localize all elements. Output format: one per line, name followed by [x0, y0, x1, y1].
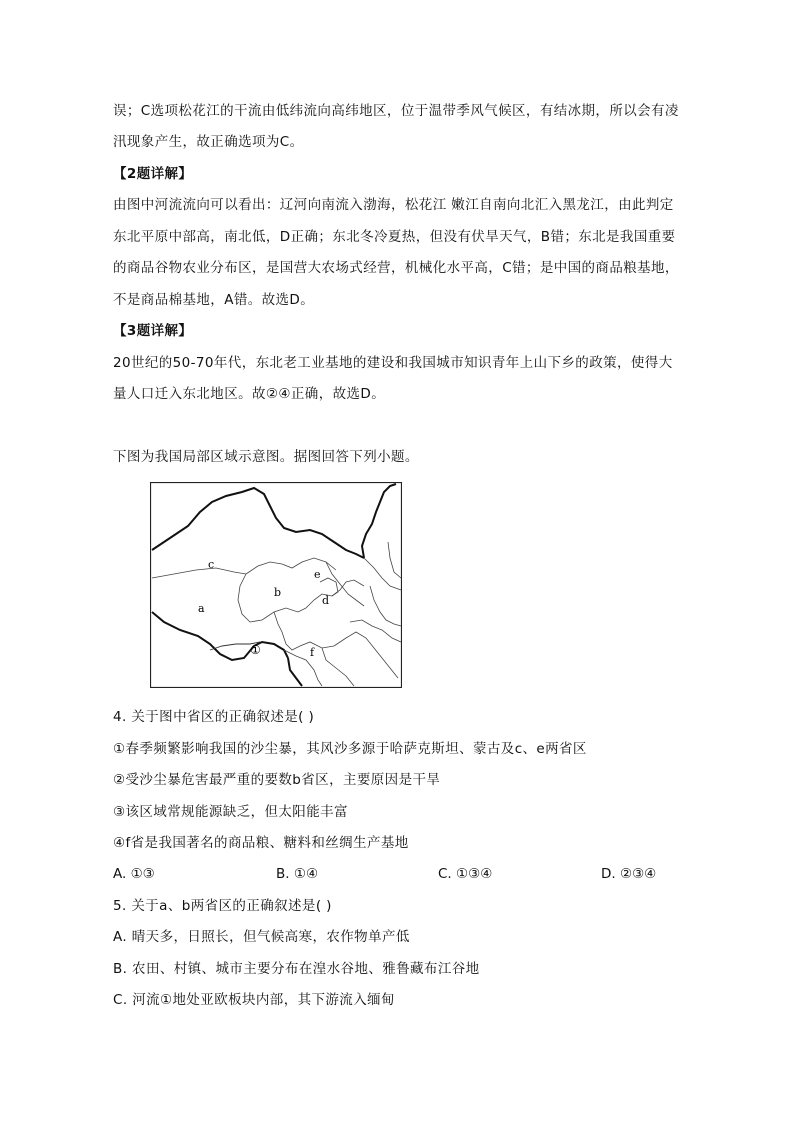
intro-line: 下图为我国局部区域示意图。据图回答下列小题。 [113, 449, 419, 465]
question-4-item: ④f省是我国著名的商品粮、糖料和丝绸生产基地 [113, 835, 409, 851]
text-line: 汛现象产生，故正确选项为C。 [113, 134, 304, 150]
question-4-stem: 4. 关于图中省区的正确叙述是( ) [113, 709, 315, 725]
label-river: ① [250, 643, 261, 657]
region-map [150, 482, 402, 688]
question-4-option-d: D. ②③④ [601, 866, 657, 882]
map-frame [151, 483, 402, 688]
label-a: a [198, 602, 205, 615]
text-line: 20世纪的50-70年代，东北老工业基地的建设和我国城市知识青年上山下乡的政策，使得大 [113, 355, 673, 371]
label-b: b [274, 586, 282, 599]
question-5-option-c: C. 河流①地处亚欧板块内部，其下游流入缅甸 [113, 992, 395, 1008]
question-4-option-b: B. ①④ [276, 866, 319, 882]
question-4-option-a: A. ①③ [113, 866, 155, 882]
text-line: 不是商品棉基地，A错。故选D。 [113, 292, 315, 308]
question-5-option-b: B. 农田、村镇、城市主要分布在湟水谷地、雅鲁藏布江谷地 [113, 961, 480, 977]
text-line: 东北平原中部高，南北低，D正确；东北冬冷夏热，但没有伏旱天气，B错；东北是我国重要 [113, 229, 676, 245]
question-5-option-a: A. 晴天多，日照长，但气候高寒，农作物单产低 [113, 929, 410, 945]
text-line: 由图中河流流向可以看出：辽河向南流入渤海，松花江 嫩江自南向北汇入黑龙江，由此判定 [113, 197, 674, 213]
section-heading: 【2题详解】 [113, 166, 193, 182]
label-e: e [314, 568, 321, 581]
text-line: 的商品谷物农业分布区，是国营大农场式经营，机械化水平高，C错；是中国的商品粮基地， [113, 260, 679, 276]
question-4-item: ③该区域常规能源缺乏，但太阳能丰富 [113, 804, 348, 820]
text-line: 量人口迁入东北地区。故②④正确，故选D。 [113, 386, 386, 402]
label-c: c [208, 558, 215, 571]
section-heading: 【3题详解】 [113, 323, 193, 339]
question-5-stem: 5. 关于a、b两省区的正确叙述是( ) [113, 898, 332, 914]
label-d: d [322, 594, 330, 607]
label-f: f [310, 646, 315, 659]
question-4-item: ①春季频繁影响我国的沙尘暴，其风沙多源于哈萨克斯坦、蒙古及c、e两省区 [113, 741, 587, 757]
question-4-item: ②受沙尘暴危害最严重的要数b省区，主要原因是干旱 [113, 772, 441, 788]
text-line: 误；C选项松花江的干流由低纬流向高纬地区，位于温带季风气候区，有结冰期，所以会有凌 [113, 103, 679, 119]
question-4-option-c: C. ①③④ [438, 866, 493, 882]
